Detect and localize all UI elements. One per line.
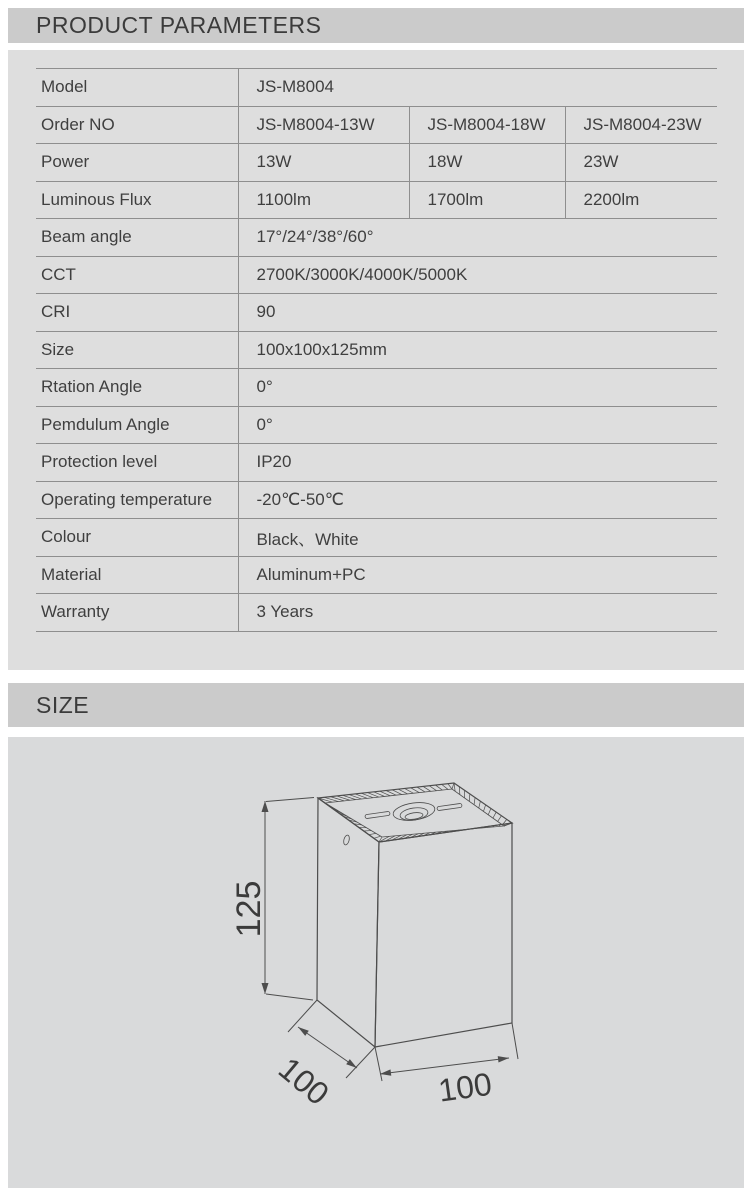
- table-row: [36, 144, 717, 182]
- product-dimension-drawing: [8, 737, 744, 1188]
- param-label: Size: [36, 331, 238, 369]
- height-dimension-label: 125: [229, 880, 268, 938]
- param-label: Rtation Angle: [36, 369, 238, 407]
- top-face-details: [365, 800, 462, 823]
- parameters-table-body: [36, 69, 717, 632]
- param-value: 0°: [238, 406, 717, 444]
- table-row: [36, 369, 717, 407]
- table-row: [36, 556, 717, 594]
- param-value: JS-M8004: [238, 69, 717, 107]
- param-label: Model: [36, 69, 238, 107]
- param-value: 2700K/3000K/4000K/5000K: [238, 256, 717, 294]
- param-value: JS-M8004-23W: [565, 106, 717, 144]
- param-value: 13W: [238, 144, 409, 182]
- param-value: 2200lm: [565, 181, 717, 219]
- param-value: 1700lm: [409, 181, 565, 219]
- width-dimension-label: 100: [436, 1065, 494, 1109]
- table-row: [36, 331, 717, 369]
- top-slot-right: [437, 803, 462, 810]
- side-screw-hole: [343, 834, 351, 845]
- table-row: [36, 519, 717, 557]
- param-value: 100x100x125mm: [238, 331, 717, 369]
- size-section-header: [8, 683, 744, 727]
- parameters-section-header: [8, 8, 744, 43]
- parameters-panel: [8, 50, 744, 670]
- param-label: Material: [36, 556, 238, 594]
- param-value: 17°/24°/38°/60°: [238, 219, 717, 257]
- param-label: Warranty: [36, 594, 238, 632]
- param-label: CRI: [36, 294, 238, 332]
- param-value: 0°: [238, 369, 717, 407]
- table-row: [36, 181, 717, 219]
- param-label: Order NO: [36, 106, 238, 144]
- param-label: Beam angle: [36, 219, 238, 257]
- param-value: 23W: [565, 144, 717, 182]
- param-label: Pemdulum Angle: [36, 406, 238, 444]
- box-outline: [317, 783, 512, 1047]
- param-value: 90: [238, 294, 717, 332]
- param-value: IP20: [238, 444, 717, 482]
- table-row: [36, 256, 717, 294]
- width-dimension: [375, 1023, 518, 1109]
- table-row: [36, 594, 717, 632]
- param-value: JS-M8004-13W: [238, 106, 409, 144]
- param-label: Protection level: [36, 444, 238, 482]
- parameters-section-title: PRODUCT PARAMETERS: [36, 12, 322, 38]
- param-value: Black、White: [238, 519, 717, 557]
- table-row: [36, 106, 717, 144]
- height-dimension: [230, 798, 314, 1001]
- top-slot-left: [365, 811, 390, 818]
- param-label: Colour: [36, 519, 238, 557]
- table-row: [36, 219, 717, 257]
- param-label: Power: [36, 144, 238, 182]
- param-value: 3 Years: [238, 594, 717, 632]
- param-label: Operating temperature: [36, 481, 238, 519]
- table-row: [36, 481, 717, 519]
- size-diagram-panel: [8, 737, 744, 1188]
- param-value: JS-M8004-18W: [409, 106, 565, 144]
- table-row: [36, 294, 717, 332]
- table-row: [36, 444, 717, 482]
- param-value: Aluminum+PC: [238, 556, 717, 594]
- size-section-title: SIZE: [36, 691, 90, 718]
- depth-dimension: [272, 1000, 375, 1112]
- parameters-table: [36, 68, 717, 632]
- param-label: Luminous Flux: [36, 181, 238, 219]
- table-row: [36, 406, 717, 444]
- depth-dimension-label: 100: [271, 1050, 336, 1113]
- param-value: 18W: [409, 144, 565, 182]
- param-label: CCT: [36, 256, 238, 294]
- table-row: [36, 69, 717, 107]
- param-value: 1100lm: [238, 181, 409, 219]
- param-value: -20℃-50℃: [238, 481, 717, 519]
